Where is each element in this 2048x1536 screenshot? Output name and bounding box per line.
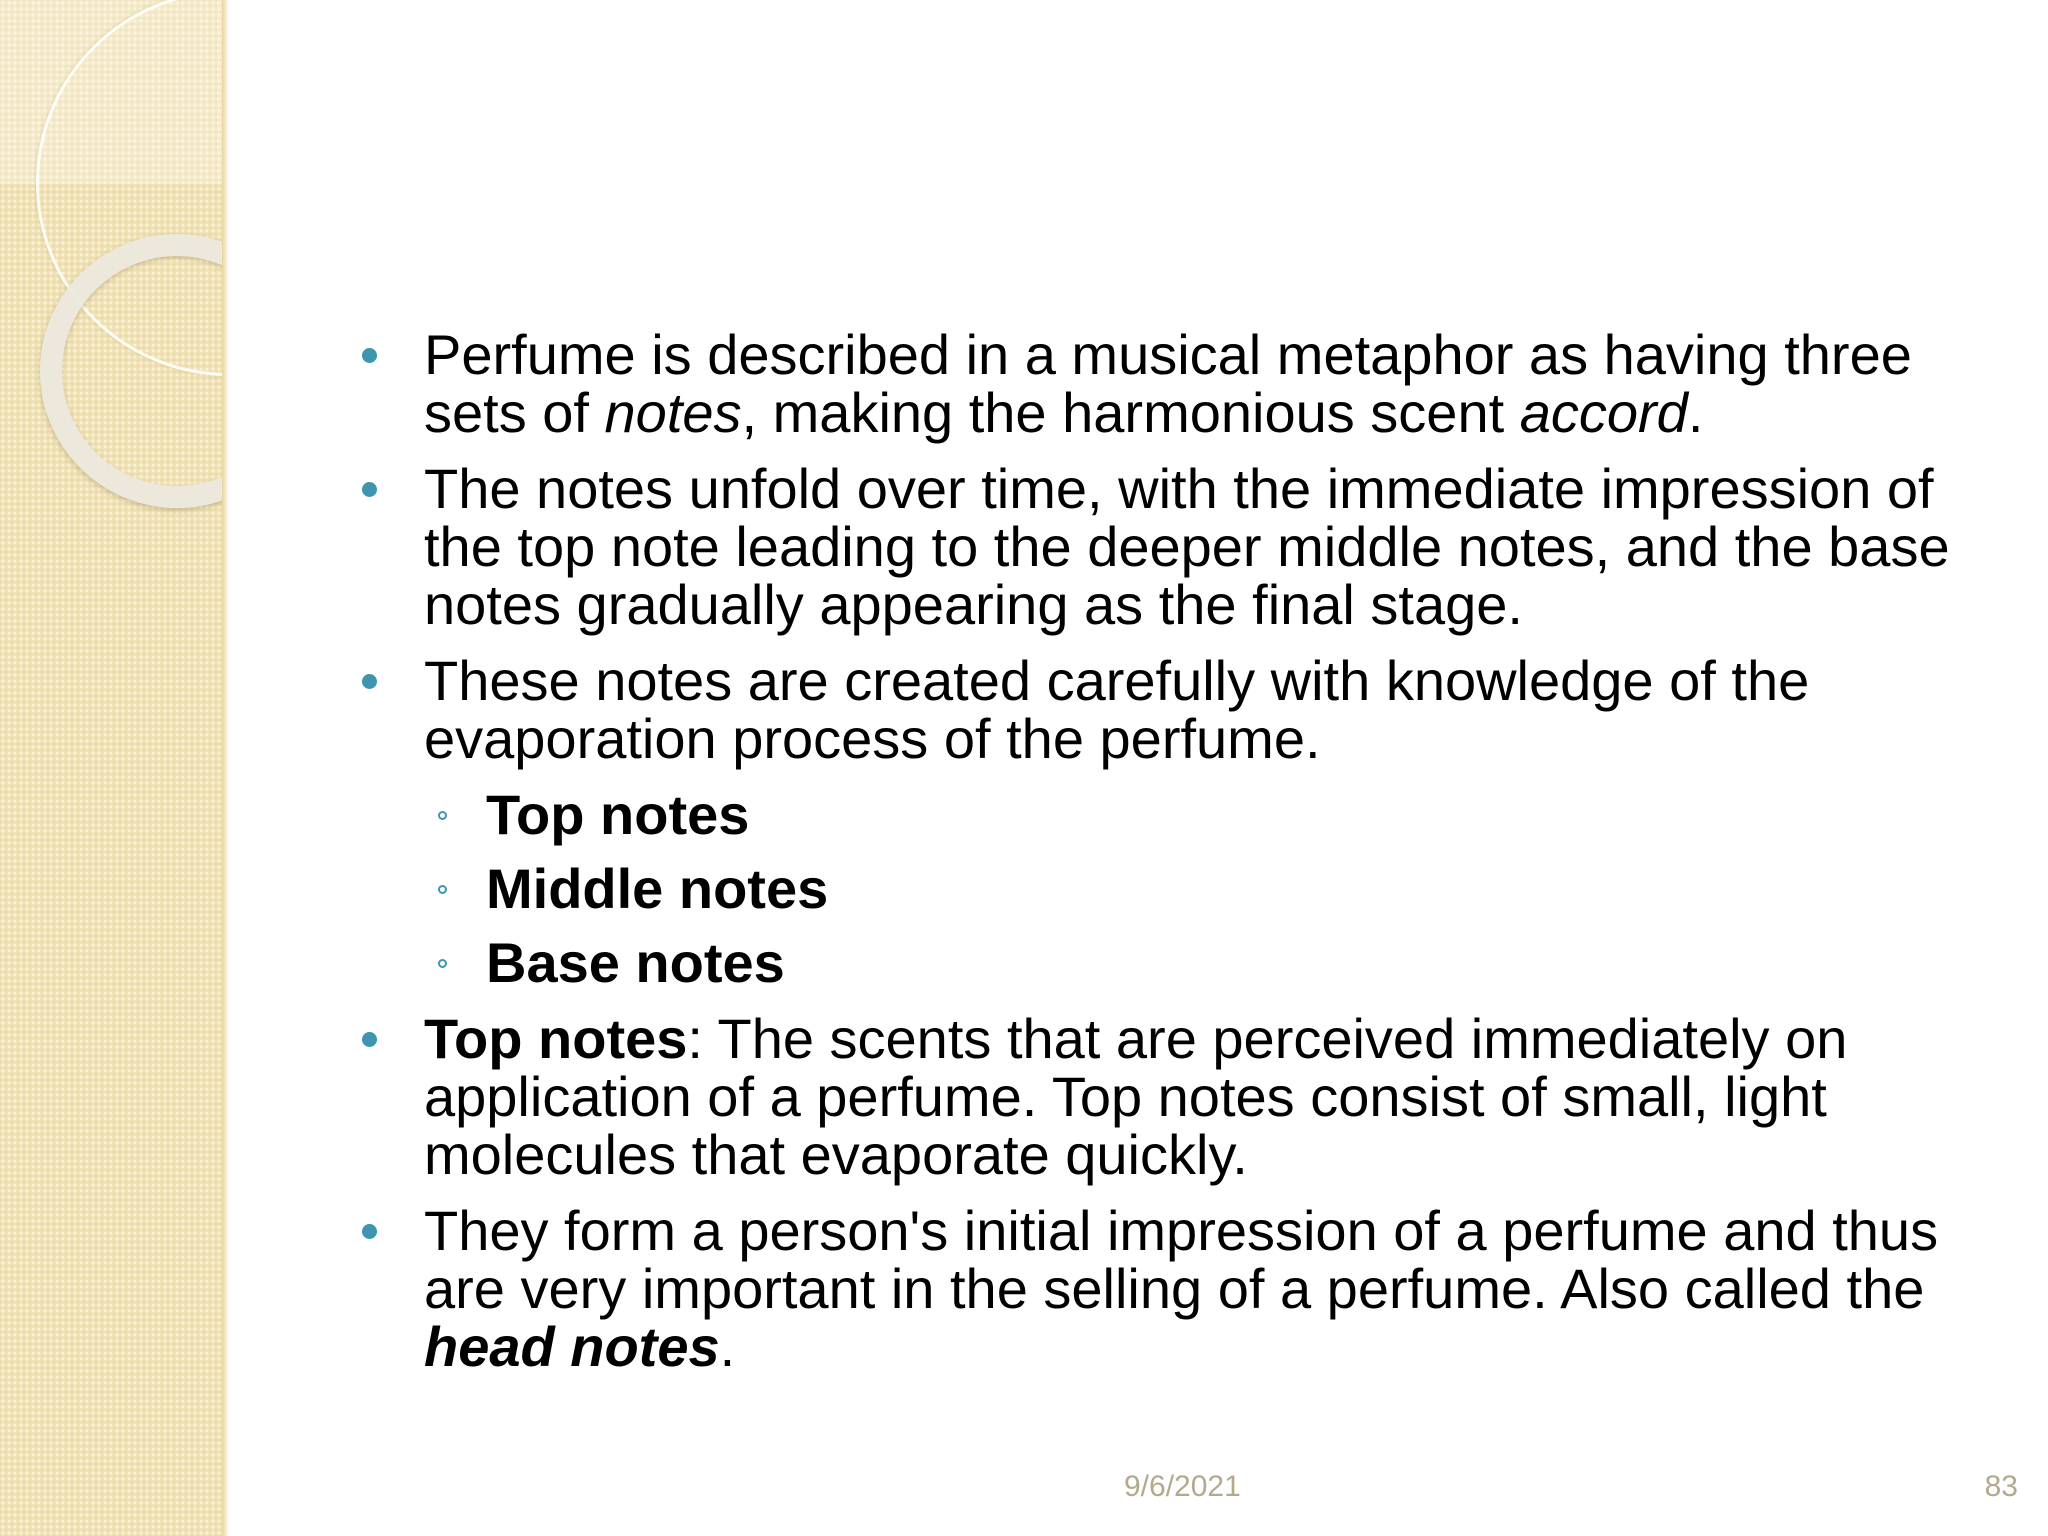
sub-list-item (356, 857, 1996, 920)
list-item (356, 323, 1996, 444)
bullet-text: The notes unfold over time, with the immediate impression of the top note leading to the deeper middle notes, and the base notes gradually appearing as the final stage. (424, 457, 1950, 636)
top-notes-term: Top notes (424, 1007, 688, 1070)
bullet-text: . (1687, 381, 1704, 444)
slide-content (356, 323, 1996, 1394)
bullet-text: , making the harmonious scent (741, 381, 1520, 444)
circle-bullet-icon (438, 885, 447, 894)
bullet-dot-icon (362, 348, 377, 363)
bullet-dot-icon (362, 1224, 377, 1239)
page-number: 83 (1984, 1470, 2018, 1503)
bullet-text: These notes are created carefully with knowledge of the evaporation process of the perfume. (424, 649, 1810, 770)
footer-date: 9/6/2021 (1124, 1470, 1241, 1503)
list-item (356, 649, 1996, 770)
notes-term: notes (604, 381, 742, 444)
sub-bullet-text: Base notes (486, 931, 785, 994)
sub-bullet-text: Middle notes (486, 857, 829, 920)
bullet-dot-icon (362, 674, 377, 689)
list-item (356, 1199, 1996, 1378)
circle-bullet-icon (438, 959, 447, 968)
bullet-text: : The scents that are perceived immediately on application of a perfume. Top notes consist of small, light molecules that evaporate quickly. (424, 1007, 1848, 1186)
head-notes-term: head notes (424, 1315, 720, 1378)
circle-bullet-icon (438, 811, 447, 820)
bullet-dot-icon (362, 482, 377, 497)
sub-list-item (356, 931, 1996, 994)
bullet-list (356, 323, 1996, 770)
sub-list-item (356, 783, 1996, 846)
bullet-list-continued (356, 1007, 1996, 1378)
accord-term: accord (1519, 381, 1688, 444)
decorative-sidebar (0, 0, 226, 1536)
sidebar-edge (222, 0, 228, 1536)
list-item (356, 457, 1996, 636)
sub-bullet-text: Top notes (486, 783, 750, 846)
list-item (356, 1007, 1996, 1186)
bullet-text: . (719, 1315, 736, 1378)
bullet-text: They form a person's initial impression of a perfume and thus are very important in the selling of a perfume. Also called the (424, 1199, 1939, 1320)
bullet-dot-icon (362, 1032, 377, 1047)
bullet-text: Perfume is described in a musical metaphor as having three sets of (424, 323, 1912, 444)
sub-bullet-list (356, 783, 1996, 994)
